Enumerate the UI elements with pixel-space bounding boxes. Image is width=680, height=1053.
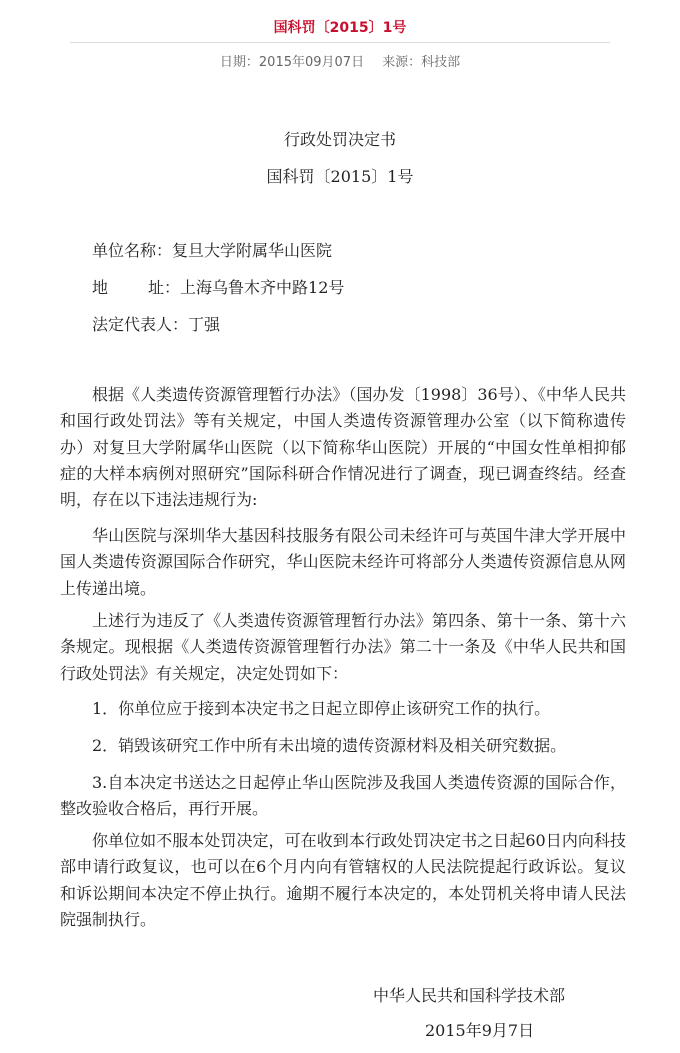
penalty-item-1: 1．你单位应于接到本决定书之日起立即停止该研究工作的执行。	[92, 699, 551, 718]
header-divider	[70, 42, 610, 43]
legal-rep-label: 法定代表人：	[92, 315, 189, 334]
source-label: 来源：	[382, 55, 422, 70]
legal-rep-line	[92, 312, 220, 335]
address-line	[92, 275, 344, 298]
paragraph-decision-basis: 上述行为违反了《人类遗传资源管理暂行办法》第四条、第十一条、第十六条规定。现根据《人类遗传资源管理暂行办法》第二十一条及《中华人民共和国行政处罚法》有关规定，决定处罚如下：	[60, 611, 626, 683]
address-label-rest: 址：	[148, 278, 181, 297]
penalty-item-2: 2．销毁该研究工作中所有未出境的遗传资源材料及相关研究数据。	[92, 736, 567, 755]
article-meta	[0, 51, 680, 70]
article-header	[0, 0, 680, 70]
legal-rep-value: 丁强	[188, 315, 221, 334]
paragraph-violations: 华山医院与深圳华大基因科技服务有限公司未经许可与英国牛津大学开展中国人类遗传资源国际合作研究，华山医院未经许可将部分人类遗传资源信息从网上传递出境。	[60, 526, 626, 598]
unit-name-label: 单位名称：	[92, 241, 173, 260]
address-value: 上海乌鲁木齐中路12号	[180, 278, 345, 297]
document-title: 行政处罚决定书	[283, 130, 396, 149]
date-value: 2015年09月07日	[258, 55, 365, 70]
source-value: 科技部	[421, 55, 461, 70]
unit-name-value: 复旦大学附属华山医院	[172, 241, 333, 260]
penalty-item-3: 3.自本决定书送达之日起停止华山医院涉及我国人类遗传资源的国际合作，整改验收合格后，再行开展。	[60, 773, 626, 819]
date-label: 日期：	[219, 55, 259, 70]
document-number: 国科罚〔2015〕1号	[266, 167, 414, 186]
paragraph-appeal-rights: 你单位如不服本处罚决定，可在收到本行政处罚决定书之日起60日内向科技部申请行政复议，也可以在6个月内向有管辖权的人民法院提起行政诉讼。复议和诉讼期间本决定不停止执行。逾期不履行本决定的，本处罚机关将申请人民法院强制执行。	[60, 831, 626, 929]
unit-name-line	[92, 238, 332, 261]
address-label-first-char: 地	[92, 278, 109, 297]
header-doc-number: 国科罚〔2015〕1号	[273, 20, 407, 36]
paragraph-investigation: 根据《人类遗传资源管理暂行办法》（国办发〔1998〕36号）、《中华人民共和国行政处罚法》等有关规定，中国人类遗传资源管理办公室（以下简称遗传办）对复旦大学附属华山医院（以下简称华山医院）开展的“中国女性单相抑郁症的大样本病例对照研究”国际科研合作情况进行了调查，现已调查终结。经查明，存在以下违法违规行为:	[60, 385, 626, 510]
signature-date: 2015年9月7日	[425, 1021, 535, 1040]
signature-organization: 中华人民共和国科学技术部	[373, 986, 566, 1005]
